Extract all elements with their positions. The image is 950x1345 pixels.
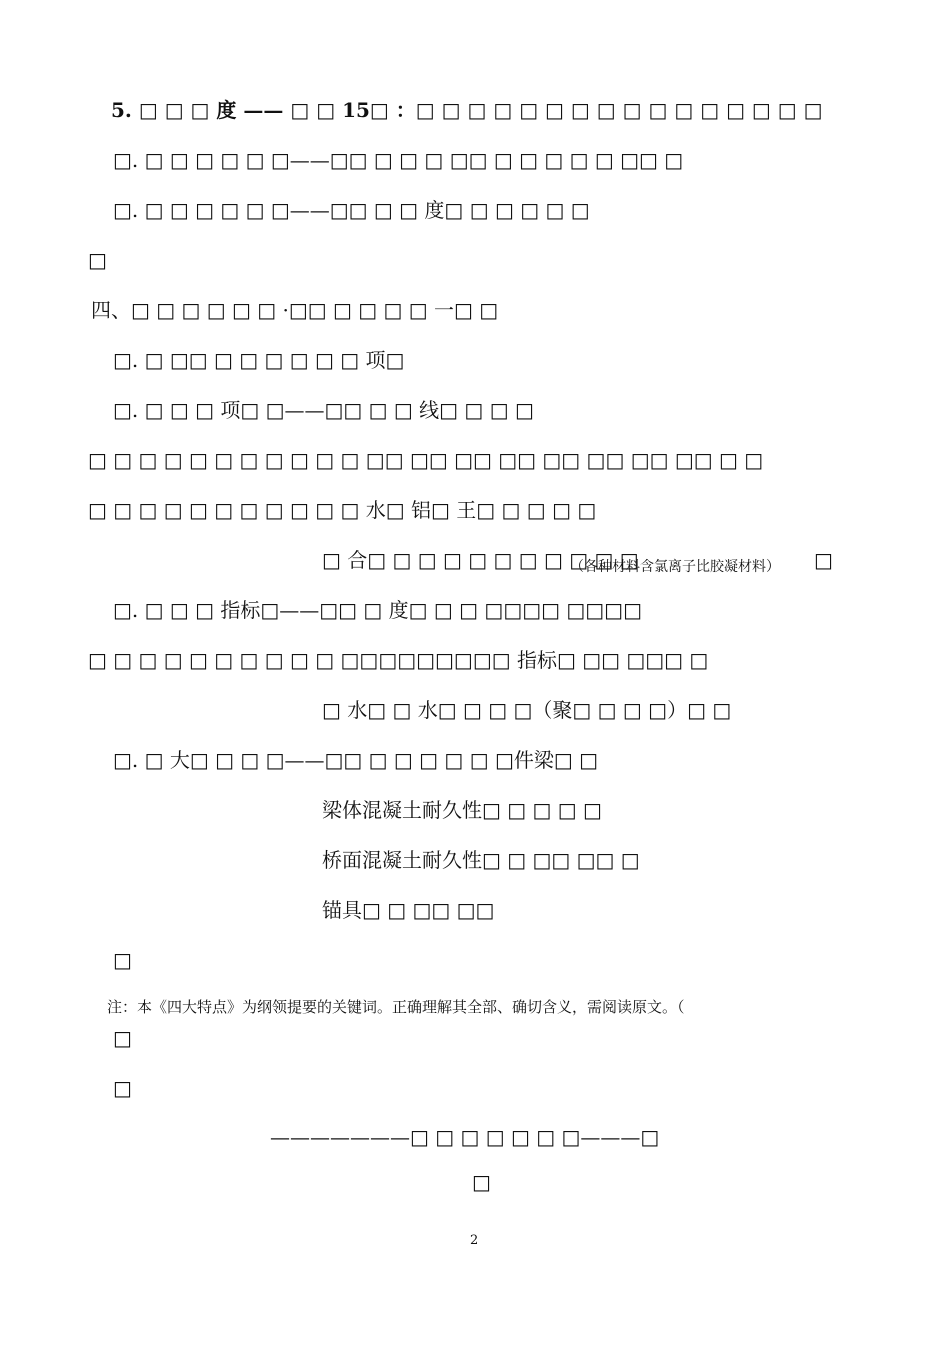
item-2-detail-1: □ □ □ □ □ □ □ □ □ □ □ □□ □□ □□ □□ □□ □□ □□ □□ □ □ (88, 448, 764, 472)
item-3-detail-2: □ 水□ □ 水□ □ □ □（聚□ □ □ □）□ □ (322, 698, 732, 722)
blank-mark-2: □ (113, 948, 132, 972)
item-7-text: □. □ □ □ □ □ □——□□ □ □ 度□ □ □ □ □ □ (113, 198, 590, 222)
anchorage: 锚具□ □ □□ □□ (322, 898, 495, 922)
item-6-text: □. □ □ □ □ □ □——□□ □ □ □ □□ □ □ □ □ □ □□ □ (113, 148, 684, 172)
chloride-note: （各种材料含氯离子比胶凝材料） (570, 559, 780, 575)
section-four-item-3: □. □ □ □ 指标□——□□ □ 度□ □ □ □□□□ □□□□ (113, 598, 642, 622)
blank-mark: □ (88, 248, 107, 272)
blank-mark-4: □ (113, 1076, 132, 1100)
page-number: 2 (470, 1233, 479, 1248)
chloride-note-end: □ (814, 548, 833, 572)
section-four-heading: 四、□ □ □ □ □ □ ·□□ □ □ □ □ 一□ □ (91, 298, 499, 322)
section-four-item-1: □. □ □□ □ □ □ □ □ □ 项□ (113, 348, 405, 372)
section-four-item-2: □. □ □ □ 项□ □——□□ □ □ 线□ □ □ □ (113, 398, 534, 422)
blank-mark-3: □ (113, 1026, 132, 1050)
blank-mark-5: □ (472, 1170, 491, 1194)
item-5-text: 5. □ □ □ 度 —— □ □ 15□ ：□ □ □ □ □ □ □ □ □ □ □ □ □ □ □ □ (111, 98, 823, 122)
beam-durability: 梁体混凝土耐久性□ □ □ □ □ (322, 798, 602, 822)
deck-durability: 桥面混凝土耐久性□ □ □□ □□ □ (322, 848, 640, 872)
item-2-detail-2: □ □ □ □ □ □ □ □ □ □ □ 水□ 铝□ 王□ □ □ □ □ (88, 498, 597, 522)
item-2-detail-3: □ 合□ □ □ □ □ □ □ □ □ □ □ (322, 548, 639, 572)
section-four-item-4: □. □ 大□ □ □ □——□□ □ □ □ □ □ □件梁□ □ (113, 748, 598, 772)
footnote: 注：本《四大特点》为纲领提要的关键词。正确理解其全部、确切含义，需阅读原文。（ (107, 998, 685, 1016)
end-rule: ———————□ □ □ □ □ □ □———□ (270, 1125, 660, 1149)
item-3-detail-1: □ □ □ □ □ □ □ □ □ □ □□□□□□□□□ 指标□ □□ □□□ □ (88, 648, 709, 672)
